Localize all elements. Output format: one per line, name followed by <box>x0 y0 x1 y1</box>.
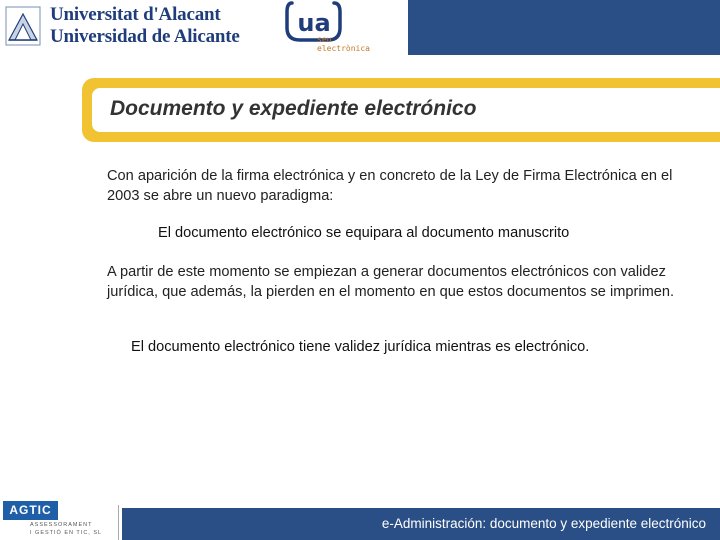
slide-title: Documento y expediente electrónico <box>110 97 477 120</box>
ua-logo-text: ua <box>297 9 331 37</box>
intro-paragraph: Con aparición de la firma electrónica y en concreto de la Ley de Firma Electrónica en el 2003 se abre un nuevo paradigma: <box>107 168 673 204</box>
agtic-logo-line2: I GESTIÓ EN TIC, SL <box>30 530 103 536</box>
ua-logo-icon <box>284 0 344 46</box>
agtic-logo-line1: ASSESSORAMENT <box>30 522 93 528</box>
emphasis-statement-2: El documento electrónico tiene validez jurídica mientras es electrónico. <box>131 339 590 355</box>
footer-divider <box>118 505 119 540</box>
footer-bar <box>122 508 720 540</box>
ua-sub-label: seu <box>317 35 332 44</box>
page-header <box>0 0 720 55</box>
university-name-valencian: Universitat d'Alacant <box>50 4 221 25</box>
emphasis-statement-1: El documento electrónico se equipara al documento manuscrito <box>158 225 570 241</box>
validity-paragraph: A partir de este momento se empiezan a generar documentos electrónicos con validez jurídica, que además, la pierden en el momento en que estos documentos se imprimen. <box>107 264 675 300</box>
header-blue-band <box>408 0 720 55</box>
university-logo <box>0 0 260 55</box>
university-name-spanish: Universidad de Alicante <box>50 26 240 47</box>
footer-caption: e-Administración: documento y expediente electrónico <box>381 516 706 531</box>
ua-sub-label-electronica: electrònica <box>317 44 370 53</box>
agtic-logo-badge: AGTIC <box>3 501 58 520</box>
university-emblem-icon <box>5 6 41 46</box>
